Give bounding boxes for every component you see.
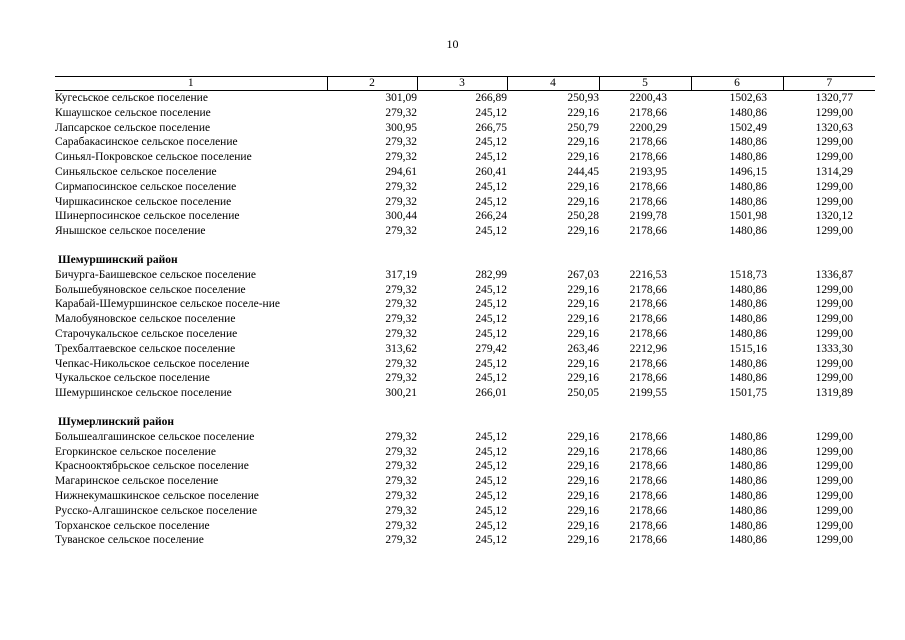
table-row (55, 135, 875, 150)
value-col-7: 1320,12 (815, 210, 853, 223)
table-row (55, 297, 875, 312)
value-col-4: 250,05 (567, 387, 599, 400)
value-col-6: 1480,86 (729, 327, 767, 340)
settlement-name: Бичурга-Баишевское сельское поселение (55, 268, 256, 281)
value-col-3: 266,89 (475, 92, 507, 104)
value-col-2: 294,61 (385, 165, 417, 178)
value-col-6: 1480,86 (729, 225, 767, 238)
table-row (55, 268, 875, 283)
header-col-1: 1 (55, 77, 327, 91)
header-col-2: 2 (327, 77, 417, 91)
page-number: 10 (446, 37, 459, 51)
value-col-5: 2178,66 (629, 327, 667, 340)
table-row (55, 165, 875, 180)
table-row (55, 195, 875, 210)
value-col-3: 245,12 (475, 313, 507, 326)
settlement-name: Кугесьское сельское поселение (55, 92, 208, 104)
value-col-2: 279,32 (385, 180, 417, 193)
value-col-2: 279,32 (385, 475, 417, 488)
value-col-2: 279,32 (385, 225, 417, 238)
value-col-2: 279,32 (385, 372, 417, 385)
table-row (55, 283, 875, 298)
settlement-name: Трехбалтаевское сельское поселение (55, 342, 236, 355)
value-col-7: 1299,00 (815, 475, 853, 488)
value-col-3: 245,12 (475, 430, 507, 443)
value-col-4: 229,16 (567, 298, 599, 311)
value-col-3: 245,12 (475, 504, 507, 517)
value-col-7: 1336,87 (815, 268, 853, 281)
settlement-name: Синьяльское сельское поселение (55, 165, 217, 178)
table-row (55, 327, 875, 342)
settlement-name: Синьял-Покровское сельское поселение (55, 151, 252, 164)
table-body (55, 91, 875, 549)
value-col-6: 1501,75 (729, 387, 767, 400)
settlement-name: Сирмапосинское сельское поселение (55, 180, 237, 193)
header-col-4: 4 (507, 77, 599, 91)
value-col-7: 1299,00 (815, 225, 853, 238)
value-col-5: 2178,66 (629, 489, 667, 502)
group-spacer (55, 239, 875, 253)
table-row (55, 445, 875, 460)
district-header-row (55, 415, 875, 430)
value-col-3: 245,12 (475, 357, 507, 370)
value-col-4: 250,79 (567, 121, 599, 134)
settlement-name: Большеалгашинское сельское поселение (55, 430, 255, 443)
value-col-7: 1320,63 (815, 121, 853, 134)
value-col-3: 245,12 (475, 534, 507, 547)
value-col-5: 2178,66 (629, 460, 667, 473)
value-col-6: 1515,16 (729, 342, 767, 355)
value-col-6: 1501,98 (729, 210, 767, 223)
settlement-name: Туванское сельское поселение (55, 534, 204, 547)
value-col-2: 279,32 (385, 327, 417, 340)
group-spacer (55, 401, 875, 415)
table-row (55, 489, 875, 504)
value-col-7: 1320,77 (815, 92, 853, 104)
value-col-5: 2199,78 (629, 210, 667, 223)
value-col-4: 229,16 (567, 180, 599, 193)
value-col-2: 279,32 (385, 313, 417, 326)
value-col-4: 229,16 (567, 283, 599, 296)
value-col-7: 1299,00 (815, 151, 853, 164)
settlement-name: Малобуяновское сельское поселение (55, 313, 236, 326)
value-col-2: 279,32 (385, 357, 417, 370)
table-row (55, 519, 875, 534)
value-col-5: 2193,95 (629, 165, 667, 178)
value-col-2: 279,32 (385, 195, 417, 208)
table-row (55, 150, 875, 165)
value-col-7: 1299,00 (815, 136, 853, 149)
value-col-6: 1480,86 (729, 151, 767, 164)
value-col-5: 2216,53 (629, 268, 667, 281)
table-row (55, 504, 875, 519)
value-col-7: 1299,00 (815, 313, 853, 326)
table-row (55, 342, 875, 357)
value-col-2: 279,32 (385, 430, 417, 443)
value-col-7: 1299,00 (815, 504, 853, 517)
value-col-7: 1333,30 (815, 342, 853, 355)
value-col-5: 2178,66 (629, 504, 667, 517)
settlement-name: Нижнекумашкинское сельское поселение (55, 489, 259, 502)
value-col-3: 266,75 (475, 121, 507, 134)
value-col-7: 1299,00 (815, 180, 853, 193)
settlement-name: Чиршкасинское сельское поселение (55, 195, 232, 208)
value-col-6: 1496,15 (729, 165, 767, 178)
value-col-4: 229,16 (567, 504, 599, 517)
value-col-5: 2178,66 (629, 298, 667, 311)
value-col-3: 266,24 (475, 210, 507, 223)
value-col-4: 267,03 (567, 268, 599, 281)
value-col-6: 1480,86 (729, 313, 767, 326)
settlement-name: Егоркинское сельское поселение (55, 445, 216, 458)
value-col-4: 229,16 (567, 313, 599, 326)
table-row (55, 106, 875, 121)
value-col-6: 1480,86 (729, 357, 767, 370)
value-col-4: 229,16 (567, 106, 599, 119)
value-col-4: 229,16 (567, 151, 599, 164)
value-col-7: 1299,00 (815, 372, 853, 385)
value-col-6: 1480,86 (729, 445, 767, 458)
value-col-4: 229,16 (567, 430, 599, 443)
value-col-2: 313,62 (385, 342, 417, 355)
value-col-2: 300,95 (385, 121, 417, 134)
value-col-2: 279,32 (385, 283, 417, 296)
value-col-2: 300,44 (385, 210, 417, 223)
table-row (55, 121, 875, 136)
value-col-2: 279,32 (385, 460, 417, 473)
settlement-name: Русско-Алгашинское сельское поселение (55, 504, 258, 517)
value-col-6: 1480,86 (729, 195, 767, 208)
value-col-5: 2178,66 (629, 475, 667, 488)
value-col-5: 2200,43 (629, 92, 667, 104)
value-col-5: 2178,66 (629, 106, 667, 119)
value-col-3: 266,01 (475, 387, 507, 400)
value-col-4: 229,16 (567, 136, 599, 149)
value-col-5: 2200,29 (629, 121, 667, 134)
value-col-6: 1480,86 (729, 489, 767, 502)
tariff-table (55, 76, 875, 548)
settlement-name: Чепкас-Никольское сельское поселение (55, 357, 250, 370)
value-col-2: 279,32 (385, 519, 417, 532)
value-col-2: 279,32 (385, 151, 417, 164)
value-col-7: 1299,00 (815, 298, 853, 311)
value-col-7: 1319,89 (815, 387, 853, 400)
value-col-6: 1480,86 (729, 106, 767, 119)
settlement-name: Шемуршинское сельское поселение (55, 387, 232, 400)
value-col-5: 2178,66 (629, 283, 667, 296)
value-col-6: 1480,86 (729, 180, 767, 193)
settlement-name: Старочукальское сельское поселение (55, 327, 238, 340)
value-col-2: 279,32 (385, 445, 417, 458)
value-col-2: 279,32 (385, 136, 417, 149)
spacer-cell (55, 239, 875, 253)
value-col-4: 229,16 (567, 534, 599, 547)
value-col-3: 245,12 (475, 106, 507, 119)
spacer-cell (55, 401, 875, 415)
value-col-4: 229,16 (567, 327, 599, 340)
table-header (55, 77, 875, 91)
table-row (55, 180, 875, 195)
value-col-4: 229,16 (567, 225, 599, 238)
value-col-3: 245,12 (475, 195, 507, 208)
value-col-6: 1480,86 (729, 475, 767, 488)
value-col-4: 250,93 (567, 92, 599, 104)
header-col-5: 5 (599, 77, 691, 91)
value-col-3: 245,12 (475, 136, 507, 149)
header-row (55, 77, 875, 91)
value-col-5: 2178,66 (629, 357, 667, 370)
value-col-5: 2178,66 (629, 180, 667, 193)
value-col-7: 1299,00 (815, 519, 853, 532)
value-col-5: 2178,66 (629, 151, 667, 164)
header-col-3: 3 (417, 77, 507, 91)
value-col-5: 2178,66 (629, 225, 667, 238)
value-col-4: 229,16 (567, 519, 599, 532)
value-col-4: 250,28 (567, 210, 599, 223)
table-row (55, 209, 875, 224)
value-col-5: 2178,66 (629, 372, 667, 385)
value-col-7: 1299,00 (815, 534, 853, 547)
value-col-3: 245,12 (475, 180, 507, 193)
value-col-5: 2178,66 (629, 445, 667, 458)
value-col-5: 2199,55 (629, 387, 667, 400)
value-col-7: 1299,00 (815, 489, 853, 502)
settlement-name: Чукальское сельское поселение (55, 372, 210, 385)
value-col-6: 1480,86 (729, 460, 767, 473)
value-col-2: 279,32 (385, 489, 417, 502)
value-col-4: 229,16 (567, 195, 599, 208)
settlement-name: Большебуяновское сельское поселение (55, 283, 246, 296)
value-col-3: 245,12 (475, 489, 507, 502)
value-col-5: 2212,96 (629, 342, 667, 355)
value-col-3: 245,12 (475, 225, 507, 238)
value-col-6: 1480,86 (729, 519, 767, 532)
value-col-3: 245,12 (475, 475, 507, 488)
value-col-5: 2178,66 (629, 519, 667, 532)
value-col-6: 1502,63 (729, 92, 767, 104)
value-col-3: 282,99 (475, 268, 507, 281)
settlement-name: Шинерпосинское сельское поселение (55, 210, 240, 223)
value-col-5: 2178,66 (629, 313, 667, 326)
value-col-2: 301,09 (385, 92, 417, 104)
table-row (55, 312, 875, 327)
district-title: Шемуршинский район (58, 253, 178, 266)
value-col-7: 1299,00 (815, 106, 853, 119)
value-col-6: 1502,49 (729, 121, 767, 134)
value-col-7: 1299,00 (815, 327, 853, 340)
table-row (55, 430, 875, 445)
value-col-6: 1480,86 (729, 430, 767, 443)
settlement-name: Торханское сельское поселение (55, 519, 210, 532)
value-col-7: 1299,00 (815, 283, 853, 296)
value-col-2: 279,32 (385, 106, 417, 119)
value-col-7: 1314,29 (815, 165, 853, 178)
value-col-5: 2178,66 (629, 136, 667, 149)
value-col-4: 229,16 (567, 357, 599, 370)
district-title: Шумерлинский район (58, 415, 174, 428)
value-col-6: 1480,86 (729, 372, 767, 385)
table-row (55, 91, 875, 106)
value-col-3: 245,12 (475, 327, 507, 340)
value-col-3: 245,12 (475, 151, 507, 164)
value-col-5: 2178,66 (629, 430, 667, 443)
settlement-name: Сарабакасинское сельское поселение (55, 136, 238, 149)
value-col-2: 300,21 (385, 387, 417, 400)
value-col-5: 2178,66 (629, 534, 667, 547)
value-col-2: 279,32 (385, 534, 417, 547)
value-col-6: 1480,86 (729, 298, 767, 311)
table-row (55, 386, 875, 401)
value-col-6: 1480,86 (729, 283, 767, 296)
table-row (55, 474, 875, 489)
header-col-6: 6 (691, 77, 783, 91)
value-col-2: 279,32 (385, 298, 417, 311)
value-col-3: 245,12 (475, 519, 507, 532)
table-row (55, 533, 875, 548)
value-col-4: 229,16 (567, 372, 599, 385)
settlement-name: Карабай-Шемуршинское сельское поселе-ние (55, 298, 280, 311)
value-col-3: 245,12 (475, 283, 507, 296)
value-col-3: 279,42 (475, 342, 507, 355)
settlement-name: Янышское сельское поселение (55, 225, 206, 238)
value-col-4: 229,16 (567, 475, 599, 488)
header-col-7: 7 (783, 77, 875, 91)
value-col-2: 317,19 (385, 268, 417, 281)
value-col-7: 1299,00 (815, 195, 853, 208)
table-row (55, 459, 875, 474)
settlement-name: Краснооктябрьское сельское поселение (55, 460, 249, 473)
value-col-7: 1299,00 (815, 430, 853, 443)
value-col-3: 260,41 (475, 165, 507, 178)
value-col-7: 1299,00 (815, 357, 853, 370)
table-row (55, 357, 875, 372)
value-col-5: 2178,66 (629, 195, 667, 208)
settlement-name: Магаринское сельское поселение (55, 475, 219, 488)
value-col-6: 1480,86 (729, 136, 767, 149)
value-col-3: 245,12 (475, 460, 507, 473)
value-col-4: 229,16 (567, 489, 599, 502)
table-row (55, 224, 875, 239)
value-col-6: 1518,73 (729, 268, 767, 281)
table-row (55, 371, 875, 386)
value-col-6: 1480,86 (729, 534, 767, 547)
value-col-3: 245,12 (475, 298, 507, 311)
settlement-name: Лапсарское сельское поселение (55, 121, 211, 134)
value-col-3: 245,12 (475, 372, 507, 385)
value-col-7: 1299,00 (815, 460, 853, 473)
value-col-7: 1299,00 (815, 445, 853, 458)
value-col-4: 263,46 (567, 342, 599, 355)
value-col-4: 229,16 (567, 460, 599, 473)
district-header-row (55, 253, 875, 268)
value-col-4: 229,16 (567, 445, 599, 458)
value-col-2: 279,32 (385, 504, 417, 517)
value-col-6: 1480,86 (729, 504, 767, 517)
value-col-4: 244,45 (567, 165, 599, 178)
settlement-name: Кшаушское сельское поселение (55, 106, 211, 119)
value-col-3: 245,12 (475, 445, 507, 458)
